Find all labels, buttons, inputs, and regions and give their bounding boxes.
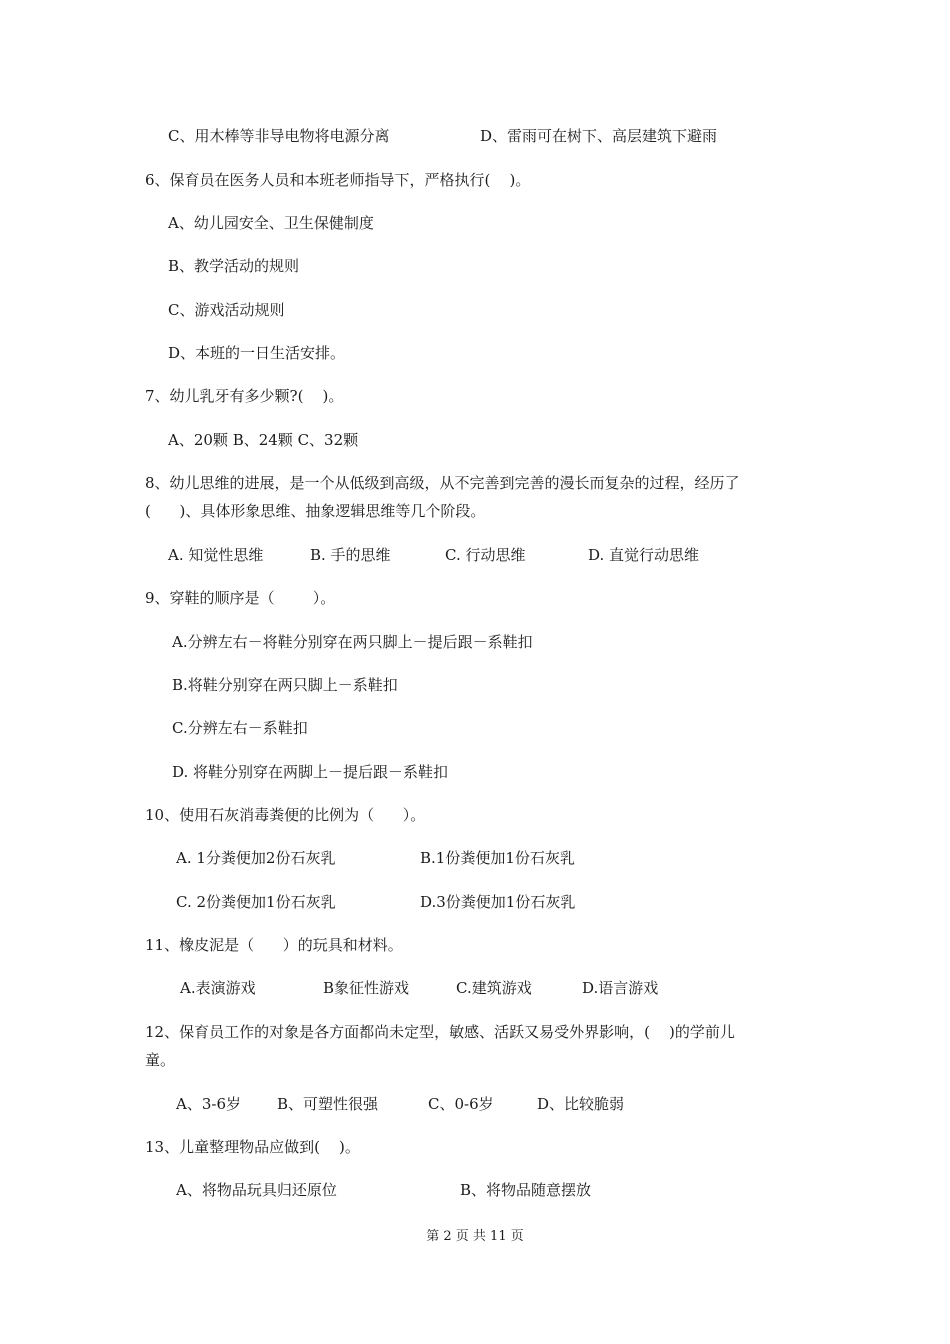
q7-stem: 7、幼儿乳牙有多少颗?( )。 [145, 387, 344, 405]
q6-option-a: A、幼儿园安全、卫生保健制度 [168, 214, 374, 232]
q11-option-d: D.语言游戏 [582, 979, 659, 997]
q9-option-d: D. 将鞋分别穿在两脚上－提后跟－系鞋扣 [172, 763, 449, 781]
q9-stem: 9、穿鞋的顺序是（ ）。 [145, 589, 336, 607]
q9-option-b: B.将鞋分别穿在两只脚上－系鞋扣 [172, 676, 398, 694]
q8-option-a: A. 知觉性思维 [168, 546, 264, 564]
q13-stem: 13、儿童整理物品应做到( )。 [145, 1138, 360, 1156]
q9-option-a: A.分辨左右－将鞋分别穿在两只脚上－提后跟－系鞋扣 [172, 633, 533, 651]
q12-option-c: C、0-6岁 [428, 1095, 494, 1113]
q11-option-a: A.表演游戏 [180, 979, 256, 997]
q12-option-d: D、比较脆弱 [537, 1095, 625, 1113]
q6-stem: 6、保育员在医务人员和本班老师指导下，严格执行( )。 [145, 171, 531, 189]
q8-option-c: C. 行动思维 [445, 546, 526, 564]
q11-option-b: B象征性游戏 [323, 979, 410, 997]
q10-option-b: B.1份粪便加1份石灰乳 [420, 849, 575, 867]
q8-option-d: D. 直觉行动思维 [588, 546, 700, 564]
q12-stem-line1: 12、保育员工作的对象是各方面都尚未定型，敏感、活跃又易受外界影响，( )的学前儿 [145, 1023, 735, 1041]
q6-option-d: D、本班的一日生活安排。 [168, 344, 346, 362]
q8-stem-line2: ( )、具体形象思维、抽象逻辑思维等几个阶段。 [145, 502, 486, 520]
q11-option-c: C.建筑游戏 [456, 979, 532, 997]
q11-stem: 11、橡皮泥是（ ）的玩具和材料。 [145, 936, 403, 954]
q12-stem-line2: 童。 [145, 1051, 176, 1069]
q5-option-c: C、用木棒等非导电物将电源分离 [168, 127, 390, 145]
q10-stem: 10、使用石灰消毒粪便的比例为（ ）。 [145, 806, 426, 824]
q6-option-b: B、教学活动的规则 [168, 257, 300, 275]
q12-option-b: B、可塑性很强 [277, 1095, 379, 1113]
q7-options: A、20颗 B、24颗 C、32颗 [168, 431, 359, 449]
q9-option-c: C.分辨左右－系鞋扣 [172, 719, 308, 737]
q10-option-d: D.3份粪便加1份石灰乳 [420, 893, 576, 911]
q10-option-c: C. 2份粪便加1份石灰乳 [176, 893, 336, 911]
q8-option-b: B. 手的思维 [310, 546, 391, 564]
page-footer: 第 2 页 共 11 页 [426, 1229, 524, 1244]
q13-option-a: A、将物品玩具归还原位 [176, 1181, 337, 1199]
q8-stem-line1: 8、幼儿思维的进展，是一个从低级到高级，从不完善到完善的漫长而复杂的过程，经历了 [145, 474, 740, 492]
q10-option-a: A. 1分粪便加2份石灰乳 [176, 849, 336, 867]
q5-option-d: D、雷雨可在树下、高层建筑下避雨 [480, 127, 718, 145]
q6-option-c: C、游戏活动规则 [168, 301, 285, 319]
q12-option-a: A、3-6岁 [176, 1095, 241, 1113]
q13-option-b: B、将物品随意摆放 [460, 1181, 592, 1199]
